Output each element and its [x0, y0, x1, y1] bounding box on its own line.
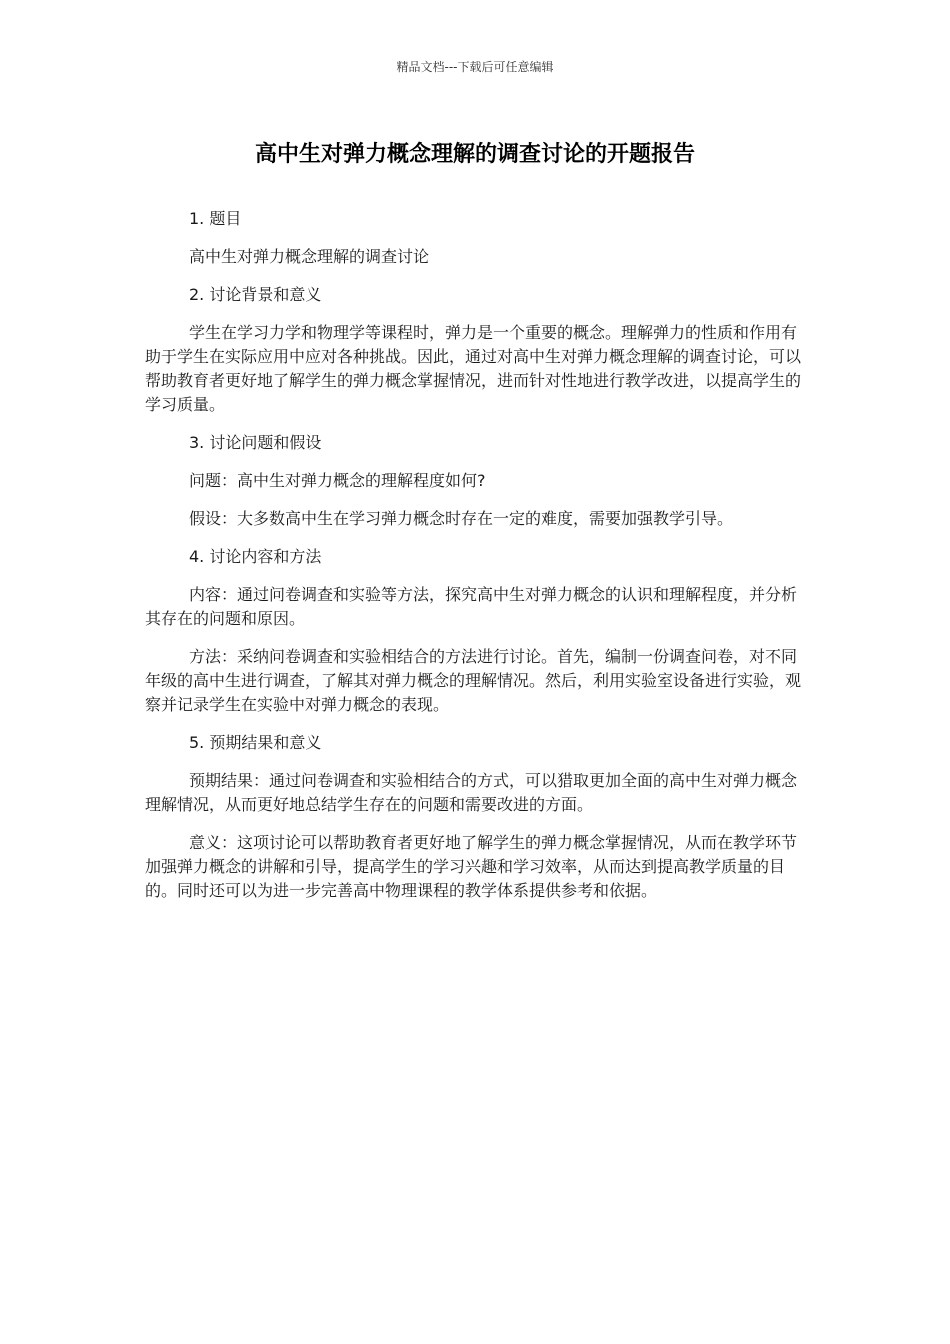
methods-paragraph: 方法：采纳问卷调查和实验相结合的方法进行讨论。首先，编制一份调查问卷，对不同年级的高中生进行调查，了解其对弹力概念的理解情况。然后，利用实验室设备进行实验，观察并记录学生在实验中对弹力概念的表现。 — [145, 647, 802, 714]
section-heading-background: 2. 讨论背景和意义 — [189, 285, 322, 304]
expected-results-paragraph: 预期结果：通过问卷调查和实验相结合的方式，可以猎取更加全面的高中生对弹力概念理解情况，从而更好地总结学生存在的问题和需要改进的方面。 — [145, 771, 798, 814]
section-heading-questions: 3. 讨论问题和假设 — [189, 433, 322, 452]
content-paragraph: 内容：通过问卷调查和实验等方法，探究高中生对弹力概念的认识和理解程度，并分析其存在的问题和原因。 — [145, 585, 798, 628]
section-heading-topic: 1. 题目 — [189, 209, 242, 228]
section-heading-expected-results: 5. 预期结果和意义 — [189, 733, 322, 752]
topic-text: 高中生对弹力概念理解的调查讨论 — [189, 247, 430, 266]
hypothesis-paragraph: 假设：大多数高中生在学习弹力概念时存在一定的难度，需要加强教学引导。 — [189, 509, 734, 528]
question-paragraph: 问题：高中生对弹力概念的理解程度如何? — [189, 471, 486, 490]
section-heading-content-methods: 4. 讨论内容和方法 — [189, 547, 322, 566]
significance-paragraph: 意义：这项讨论可以帮助教育者更好地了解学生的弹力概念掌握情况，从而在教学环节加强弹力概念的讲解和引导，提高学生的学习兴趣和学习效率，从而达到提高教学质量的目的。同时还可以为进一步完善高中物理课程的教学体系提供参考和依据。 — [145, 833, 798, 900]
document-title: 高中生对弹力概念理解的调查讨论的开题报告 — [254, 142, 695, 167]
background-paragraph: 学生在学习力学和物理学等课程时，弹力是一个重要的概念。理解弹力的性质和作用有助于学生在实际应用中应对各种挑战。因此，通过对高中生对弹力概念理解的调查讨论，可以帮助教育者更好地了解学生的弹力概念掌握情况，进而针对性地进行教学改进，以提高学生的学习质量。 — [145, 323, 802, 414]
page-header-note: 精品文档---下载后可任意编辑 — [396, 60, 554, 74]
document-body — [145, 207, 807, 917]
